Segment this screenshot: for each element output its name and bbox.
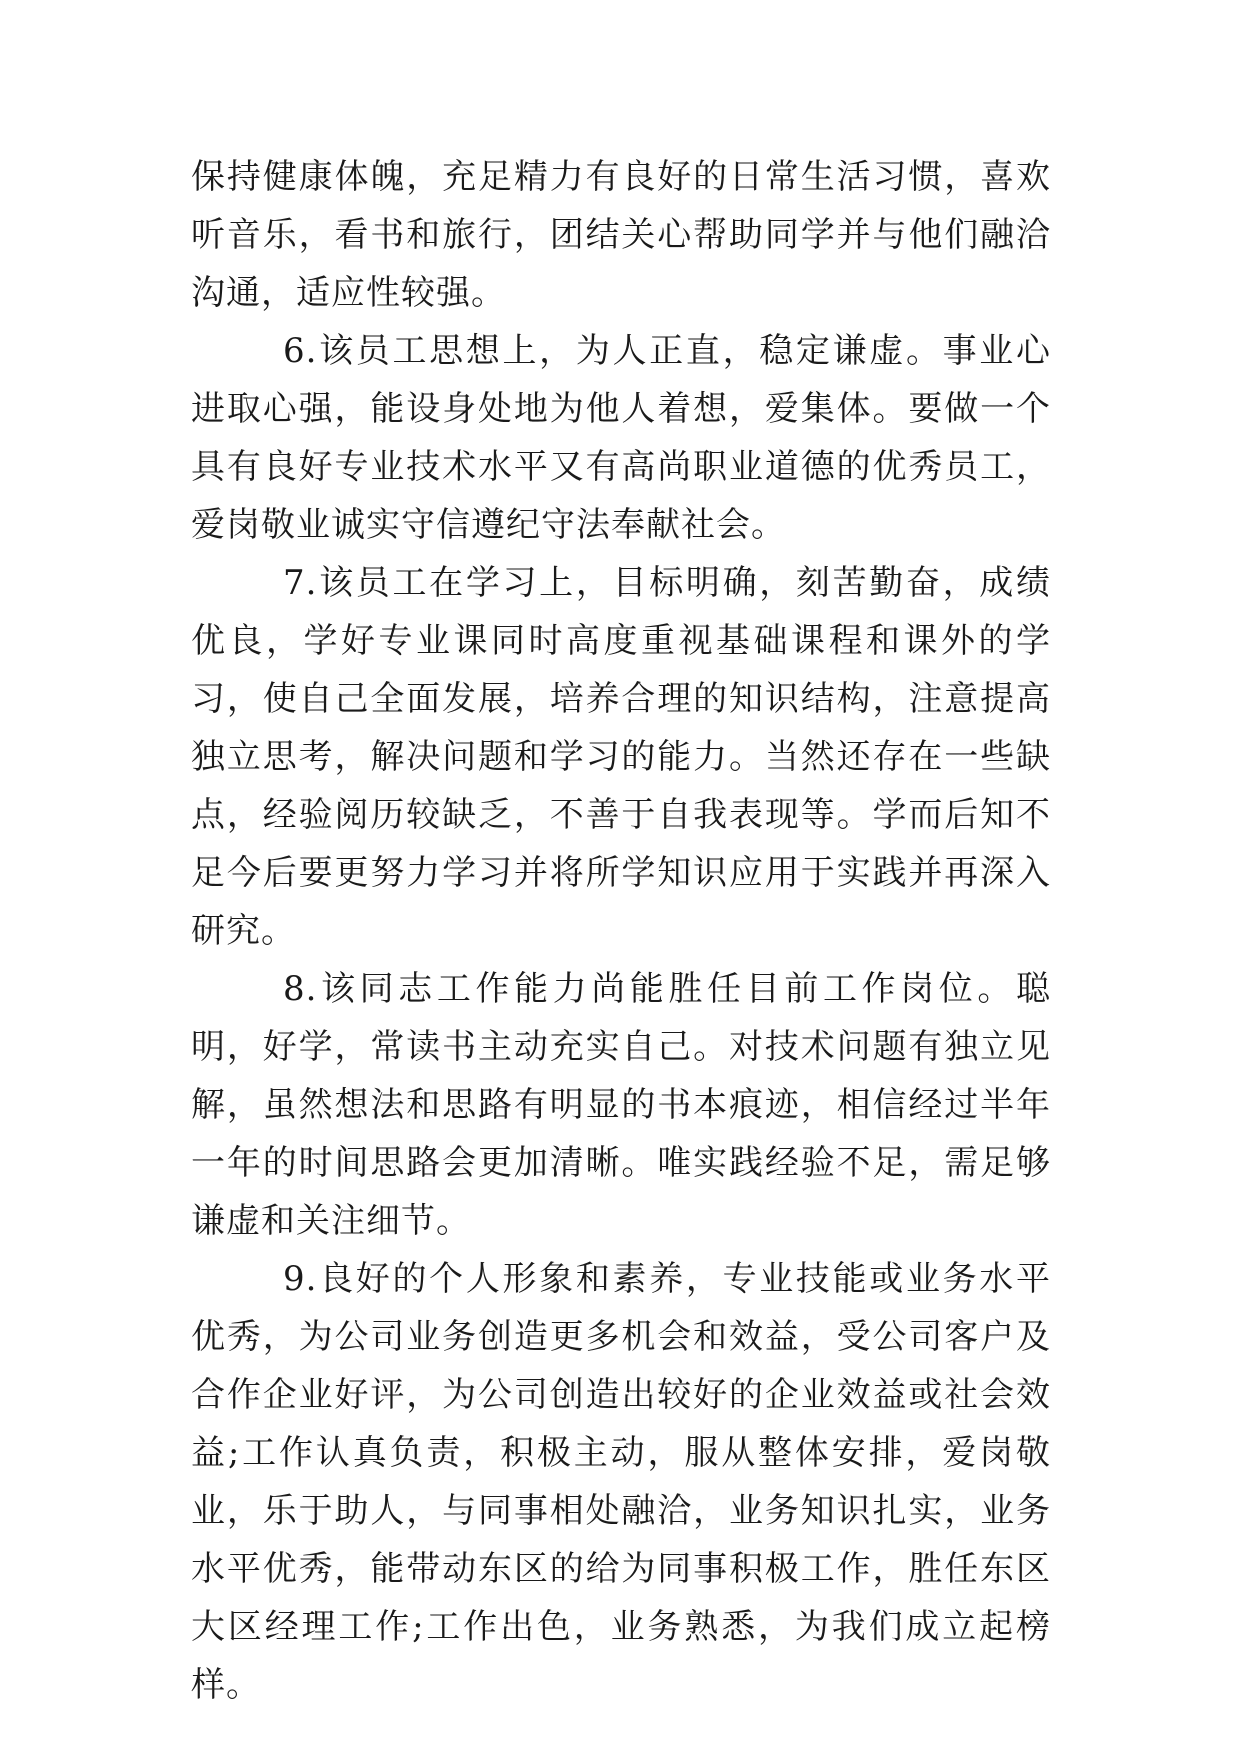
paragraph-item-7: 7.该员工在学习上，目标明确，刻苦勤奋，成绩优良，学好专业课同时高度重视基础课程和课外的学习，使自己全面发展，培养合理的知识结构，注意提高独立思考，解决问题和学习的能力。当然还存在一些缺点，经验阅历较缺乏，不善于自我表现等。学而后知不足今后要更努力学习并将所学知识应用于实践并再深入研究。 (191, 563, 1051, 951)
paragraph-item-9: 9.良好的个人形象和素养，专业技能或业务水平优秀，为公司业务创造更多机会和效益，受公司客户及合作企业好评，为公司创造出较好的企业效益或社会效益;工作认真负责，积极主动，服从整体安排，爱岗敬业，乐于助人，与同事相处融洽，业务知识扎实，业务水平优秀，能带动东区的给为同事积极工作，胜任东区大区经理工作;工作出色，业务熟悉，为我们成立起榜样。 (191, 1259, 1051, 1705)
paragraph-item-8: 8.该同志工作能力尚能胜任目前工作岗位。聪明，好学，常读书主动充实自己。对技术问题有独立见解，虽然想法和思路有明显的书本痕迹，相信经过半年一年的时间思路会更加清晰。唯实践经验不足，需足够谦虚和关注细节。 (191, 969, 1051, 1241)
paragraph-health: 保持健康体魄，充足精力有良好的日常生活习惯，喜欢听音乐，看书和旅行，团结关心帮助同学并与他们融洽沟通，适应性较强。 (191, 157, 1051, 313)
paragraph-item-6: 6.该员工思想上，为人正直，稳定谦虚。事业心进取心强，能设身处地为他人着想，爱集体。要做一个具有良好专业技术水平又有高尚职业道德的优秀员工，爱岗敬业诚实守信遵纪守法奉献社会。 (191, 331, 1051, 545)
document-body (191, 148, 1051, 1714)
